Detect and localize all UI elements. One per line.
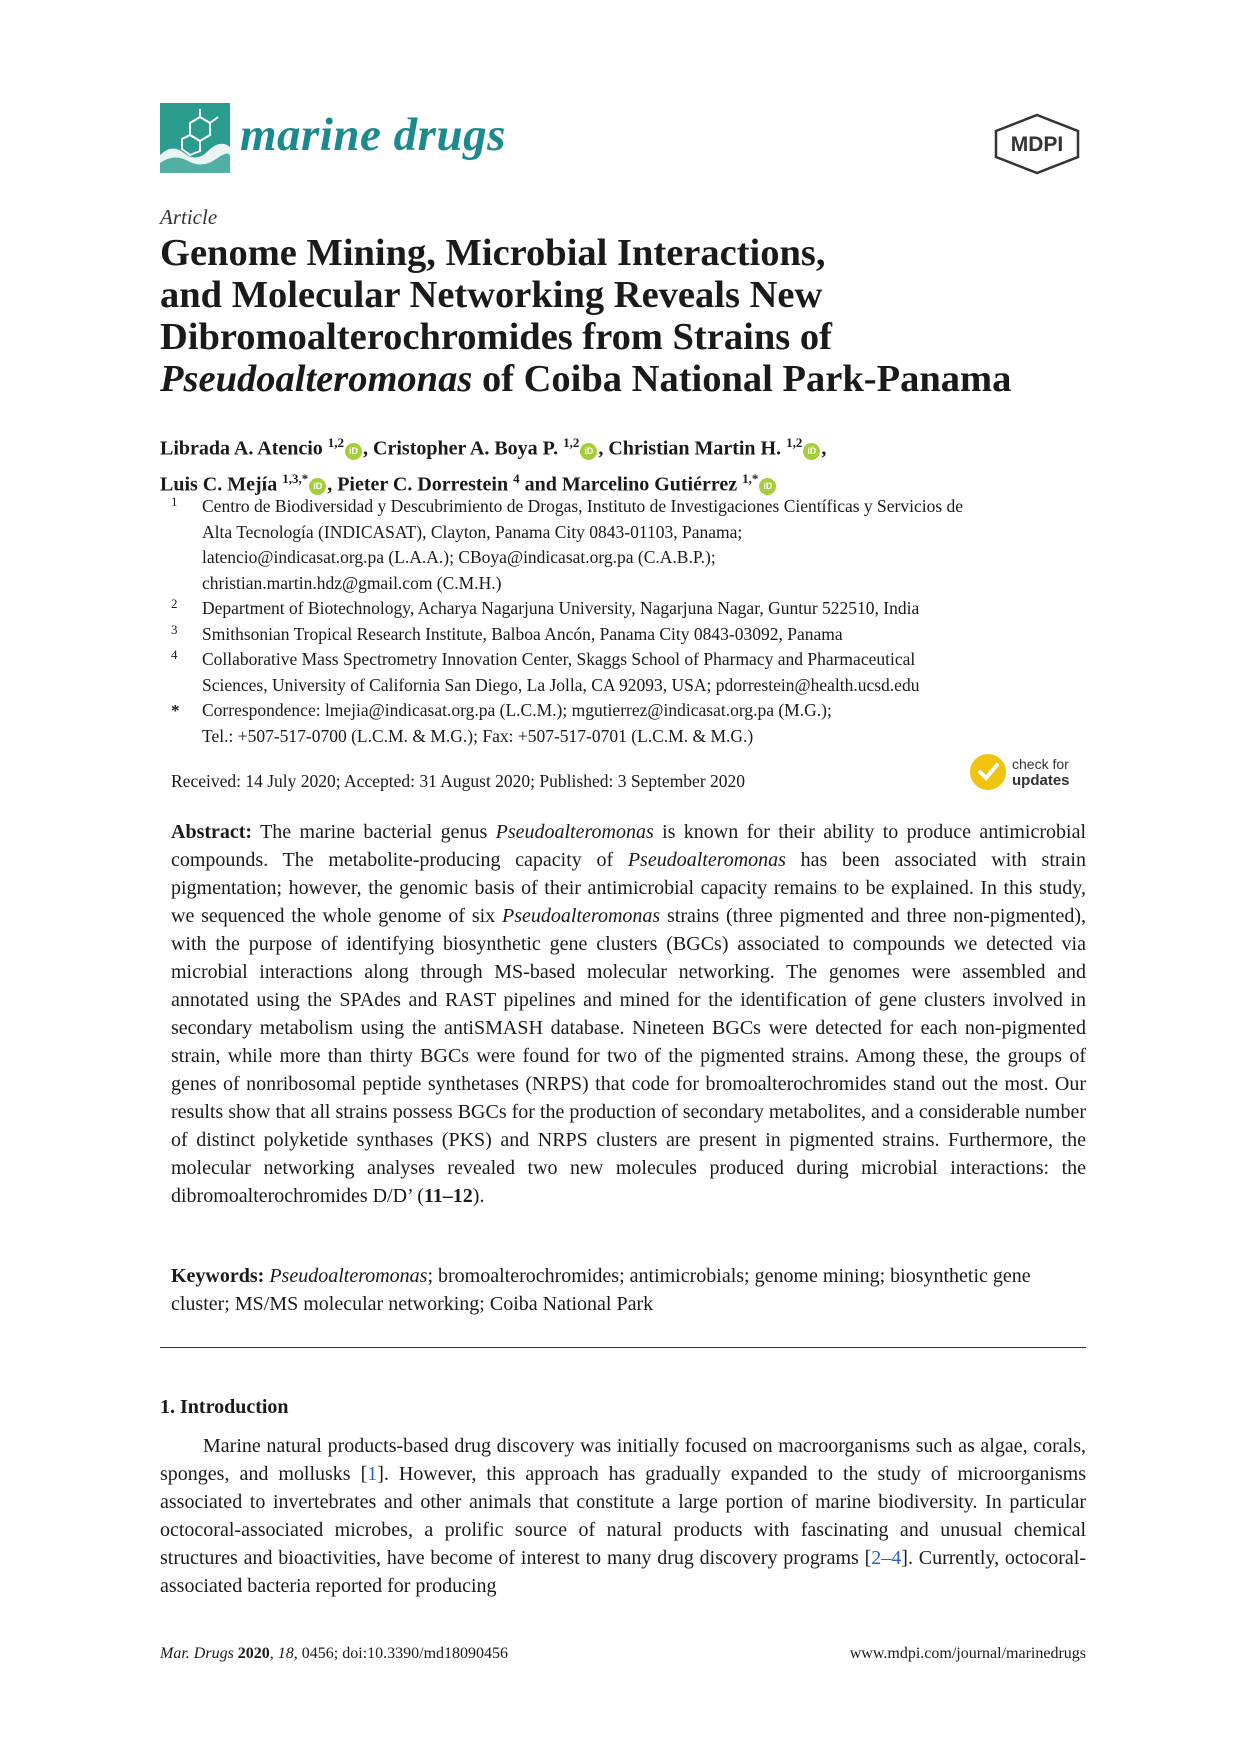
article-title [160,232,1110,400]
abstract-label: Abstract: [171,821,253,843]
author-separator: , [363,437,374,460]
affiliation-line: Tel.: +507-517-0700 (L.C.M. & M.G.); Fax: +507-517-0701 (L.C.M. & M.G.) [202,725,754,746]
author-affiliation: 1,2 [327,435,345,450]
abstract-text: is known for their ability to produce antimicrobial compounds. The metabolite-producing capacity of [171,821,1086,871]
genus-name: Pseudoalteromonas [502,905,661,927]
author-name[interactable]: Cristopher A. Boya P. [373,437,559,460]
citation-link[interactable]: 2–4 [871,1547,902,1569]
affiliation-line: Centro de Biodiversidad y Descubrimiento de Drogas, Instituto de Investigaciones Científicas y Servicios de [202,496,964,516]
affiliation-item [160,622,1090,648]
affiliation-line: Alta Tecnología (INDICASAT), Clayton, Panama City 0843-01103, Panama; [202,521,743,542]
article-type: Article [160,205,218,229]
body-text: Marine natural products-based drug discovery was initially focused on macroorganisms such as algae, corals, sponges, and mollusks [ [160,1435,1086,1485]
introduction-paragraph [160,1432,1086,1600]
author-affiliation: 1,2 [563,435,580,450]
section-divider [160,1347,1086,1348]
author-name[interactable]: Christian Martin H. [608,437,782,460]
genus-name: Pseudoalteromonas [495,821,654,843]
publisher-name: MDPI [1010,133,1064,156]
abstract-text: has been associated with strain pigmentation; however, the genomic basis of their antimicrobial capacity remains to be explained. In this study, we sequenced the whole genome of six [171,849,1086,927]
affiliation-item [160,494,1090,596]
check-updates-label: check for [1012,756,1069,772]
affiliation-line: Collaborative Mass Spectrometry Innovation Center, Skaggs School of Pharmacy and Pharmaceutical [202,649,916,669]
abstract-text: strains (three pigmented and three non-pigmented), with the purpose of identifying biosynthetic gene clusters (BGCs) associated to compounds we detected via microbial interactions along through MS-based molecular networking. The genomes were assembled and annotated using the SPAdes and RAST pipelines and mined for the identification of gene clusters involved in secondary metabolism using the antiSMASH database. Nineteen BGCs were detected for each non-pigmented strain, while more than thirty BGCs were found for two of the pigmented strains. Among these, the groups of genes of nonribosomal peptide synthetases (NRPS) that code for bromoalterochromides stand out the most. Our results show that all strains possess BGCs for the production of secondary metabolites, and a considerable number of distinct polyketide synthases (PKS) and NRPS clusters are present in pigmented strains. Furthermore, the molecular networking analyses revealed two new molecules produced during microbial interactions: the dibromoalterochromides D/D’ ( [171,905,1086,1207]
author-list [160,428,1060,499]
section-heading: 1. Introduction [160,1396,289,1418]
title-line: Dibromoalterochromides from Strains of [160,316,832,358]
orcid-icon[interactable]: iD [309,478,326,495]
mdpi-logo-icon [992,113,1082,175]
author-separator: , [327,473,338,496]
keywords-label: Keywords: [171,1265,265,1287]
footer-journal: Mar. Drugs [160,1645,234,1662]
affiliation-marker: 2 [171,596,178,611]
check-for-updates-button[interactable] [970,754,1085,794]
affiliation-line: Sciences, University of California San Diego, La Jolla, CA 92093, USA; pdorrestein@health.ucsd.edu [202,674,920,695]
journal-logo-icon [160,103,230,173]
author-name[interactable]: Librada A. Atencio [160,437,323,460]
footer-volume: 18 [277,1645,294,1662]
title-line: and Molecular Networking Reveals New [160,274,823,316]
author-separator: and [519,473,562,496]
affiliation-marker: 1 [171,494,178,509]
author-name[interactable]: Marcelino Gutiérrez [561,473,738,496]
footer-year: 2020 [237,1645,270,1662]
orcid-icon[interactable]: iD [759,478,776,495]
journal-name: marine drugs [240,109,506,161]
orcid-icon[interactable]: iD [345,443,362,460]
keyword-genus: Pseudoalteromonas [269,1265,428,1287]
affiliation-item [160,596,1090,622]
correspondence-marker: * [171,701,180,720]
title-line [160,358,1110,400]
footer-citation: Mar. Drugs 2020, 18, 0456; doi:10.3390/md18090456 [160,1645,509,1662]
author-name[interactable]: Luis C. Mejía [160,473,278,496]
citation-link[interactable]: 1 [367,1463,378,1485]
orcid-icon[interactable]: iD [580,443,597,460]
publication-dates: Received: 14 July 2020; Accepted: 31 August 2020; Published: 3 September 2020 [171,771,746,791]
affiliation-list [160,494,1090,749]
body-text: ]. However, this approach has gradually expanded to the study of microorganisms associated to invertebrates and other animals that constitute a large portion of marine biodiversity. In particular octocoral-associated microbes, a prolific source of natural products with fascinating and unusual chemical structures and bioactivities, have become of interest to many drug discovery programs [ [160,1463,1086,1569]
affiliation-marker: 3 [171,621,178,637]
affiliation-item [160,698,1090,749]
body-text: ]. Currently, octocoral-associated bacteria reported for producing [160,1547,1086,1597]
author-name[interactable]: Pieter C. Dorrestein [337,473,509,496]
affiliation-line: christian.martin.hdz@gmail.com (C.M.H.) [202,572,502,593]
author-separator: , [598,437,609,460]
check-icon [970,754,1006,790]
footer-url[interactable]: www.mdpi.com/journal/marinedrugs [849,1645,1086,1662]
abstract [171,818,1086,1210]
author-separator: , [821,437,827,460]
affiliation-item [160,647,1090,698]
affiliation-line: Department of Biotechnology, Acharya Nagarjuna University, Nagarjuna Nagar, Guntur 522510, India [202,598,920,618]
footer-doi[interactable]: , 0456; doi:10.3390/md18090456 [293,1645,509,1662]
author-affiliation: 1,2 [786,435,803,450]
keywords-text: ; bromoalterochromides; antimicrobials; genome mining; biosynthetic gene cluster; MS/MS molecular networking; Coiba National Park [171,1265,1031,1315]
title-line: Genome Mining, Microbial Interactions, [160,232,826,274]
author-affiliation: 1,* [742,470,759,486]
keywords [171,1262,1086,1318]
abstract-text: The marine bacterial genus [252,821,496,843]
genus-name: Pseudoalteromonas [627,849,786,871]
title-genus: Pseudoalteromonas [160,358,473,400]
affiliation-line: Smithsonian Tropical Research Institute, Balboa Ancón, Panama City 0843-03092, Panama [202,623,843,644]
check-updates-label: updates [1012,772,1070,789]
orcid-icon[interactable]: iD [803,443,820,460]
affiliation-marker: 4 [171,647,178,662]
author-affiliation: 1,3,* [282,470,309,486]
title-line-rest: of Coiba National Park-Panama [472,358,1012,400]
affiliation-line: Correspondence: lmejia@indicasat.org.pa (L.C.M.); mgutierrez@indicasat.org.pa (M.G.); [202,700,832,720]
compound-numbers: 11–12 [423,1185,473,1207]
affiliation-line: latencio@indicasat.org.pa (L.A.A.); CBoya@indicasat.org.pa (C.A.B.P.); [202,547,716,567]
abstract-text: ). [472,1185,485,1207]
author-affiliation: 4 [513,470,520,486]
